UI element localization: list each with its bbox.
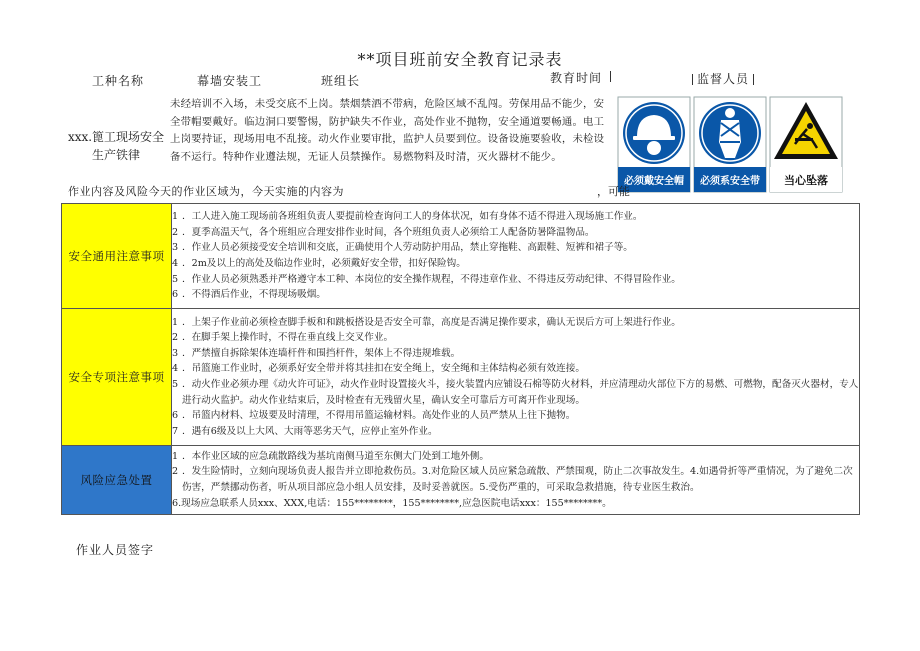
general-rules-text: 未经培训不入场，未受交底不上岗。禁烟禁酒不带病，危险区域不乱闯。劳保用品不能少，安全带帽要戴好。临边洞口要警惕，防护缺失不作业，高处作业不抛物，安全通道要畅通。电工上岗要持证，现场用电不乱接。动火作业要审批，监护人员要到位。设备设施要验收，未检设备不运行。特种作业遵法规，无证人员禁操作。易燃物料及时清，灭火器材不能少。 — [170, 98, 605, 163]
list-item: 3 ．严禁擅自拆除架体连墙杆件和围挡杆件，架体上不得违规堆载。 — [172, 347, 461, 359]
list-item: 2 ．在脚手架上操作时，不得在垂直线上交叉作业。 — [172, 332, 394, 344]
category-emergency-response: 风险应急处置 — [62, 446, 172, 515]
supervisor-label: 监督人员 — [697, 72, 750, 86]
sign-hard-hat-label: 必须戴安全帽 — [624, 176, 684, 187]
list-item: 4 ．吊篮施工作业时，必须系好安全带并将其挂扣在安全绳上，安全绳和主体结构必须有效连接。 — [172, 363, 585, 375]
general-safety-items — [172, 204, 860, 309]
list-item: 6 ．吊篮内材料、垃圾要及时清理，不得用吊篮运输材料。高处作业的人员严禁从上往下抛物。 — [172, 410, 576, 422]
table-row — [62, 446, 860, 515]
list-item: 6.现场应急联系人员xxx、XXX,电话：155********，155********,应急医院电话xxx：155********。 — [172, 497, 612, 509]
leader-label: 班组长 — [321, 74, 361, 88]
safety-signs — [617, 96, 844, 194]
list-item: 4 ．2m及以上的高处及临边作业时，必须戴好安全带，扣好保险钩。 — [172, 258, 466, 269]
list-item: 2 ．夏季高温天气，各个班组应合理安排作业时间，各个班组负责人必须给工人配备防暑降温物品。 — [172, 226, 595, 238]
document-title: **项目班前安全教育记录表 — [357, 50, 563, 69]
list-item: 5 ．动火作业必须办理《动火许可证》，动火作业时设置接火斗，接火装置内应铺设石棉等防火材料，并应清理动火部位下方的易燃、可燃物，配备灭火器材，专人进行动火监护。动火作业结束后，及时检查有无残留火星，确认安全可靠后方可离开作业现场。 — [172, 379, 859, 406]
category-general-safety: 安全通用注意事项 — [62, 204, 172, 309]
separator — [753, 74, 754, 85]
supervisor-field — [688, 70, 758, 87]
signature-label: 作业人员签字 — [76, 543, 155, 557]
briefing-table — [61, 203, 860, 515]
table-row — [62, 204, 860, 309]
separator — [692, 74, 693, 85]
sign-fall-label: 当心坠落 — [784, 174, 828, 187]
list-item: 1 ．工人进入施工现场前各班组负责人要提前检查询问工人的身体状况，如有身体不适不得进入现场施工作业。 — [172, 211, 643, 223]
sign-harness-label: 必须系安全带 — [700, 176, 760, 187]
time-label: 教育时间 — [550, 71, 603, 85]
list-item: 2 ．发生险情时，立刻向现场负责人报告并立即抢救伤员。3.对危险区域人员应紧急疏散、严禁围观，防止二次事故发生。4.如遇骨折等严重情况，为了避免二次伤害，严禁挪动伤者，听从项目部应急小组人员安排，及时妥善就医。5.受伤严重的，可采取急救措施，待专业医生救治。 — [172, 466, 853, 493]
list-item: 3 ．作业人员必须接受安全培训和交底，正确使用个人劳动防护用品，禁止穿拖鞋、高跟鞋、短裤和裙子等。 — [172, 242, 633, 254]
table-row — [62, 309, 860, 446]
work-content-intro: 作业内容及风险今天的作业区域为，今天实施的内容为 — [68, 185, 344, 198]
list-item: 1 ．本作业区域的应急疏散路线为基坑南侧马道至东侧大门处到工地外侧。 — [172, 450, 489, 462]
list-item: 1 ．上架子作业前必须检查脚手板和和跳板搭设是否安全可靠，高度是否满足操作要求，确认无误后方可上架进行作业。 — [172, 316, 681, 328]
emergency-items — [172, 446, 860, 515]
motto-text: xxx.篦工现场安全生产铁律 — [67, 130, 165, 162]
list-item: 5 ．作业人员必须熟悉并严格遵守本工种、本岗位的安全操作规程，不得违章作业、不得违反劳动纪律、不得冒险作业。 — [172, 273, 681, 285]
special-safety-items — [172, 309, 860, 446]
category-special-safety: 安全专项注意事项 — [62, 309, 172, 446]
list-item: 7 ．遇有6级及以上大风、大雨等恶劣天气，应停止室外作业。 — [172, 425, 438, 437]
work-content-intro-tail: ，可能 — [597, 185, 630, 198]
trade-label: 工种名称 — [92, 74, 145, 88]
trade-value: 幕墙安装工 — [197, 74, 263, 88]
list-item: 6 ．不得酒后作业，不得现场吸烟。 — [172, 289, 326, 301]
separator — [610, 71, 611, 82]
